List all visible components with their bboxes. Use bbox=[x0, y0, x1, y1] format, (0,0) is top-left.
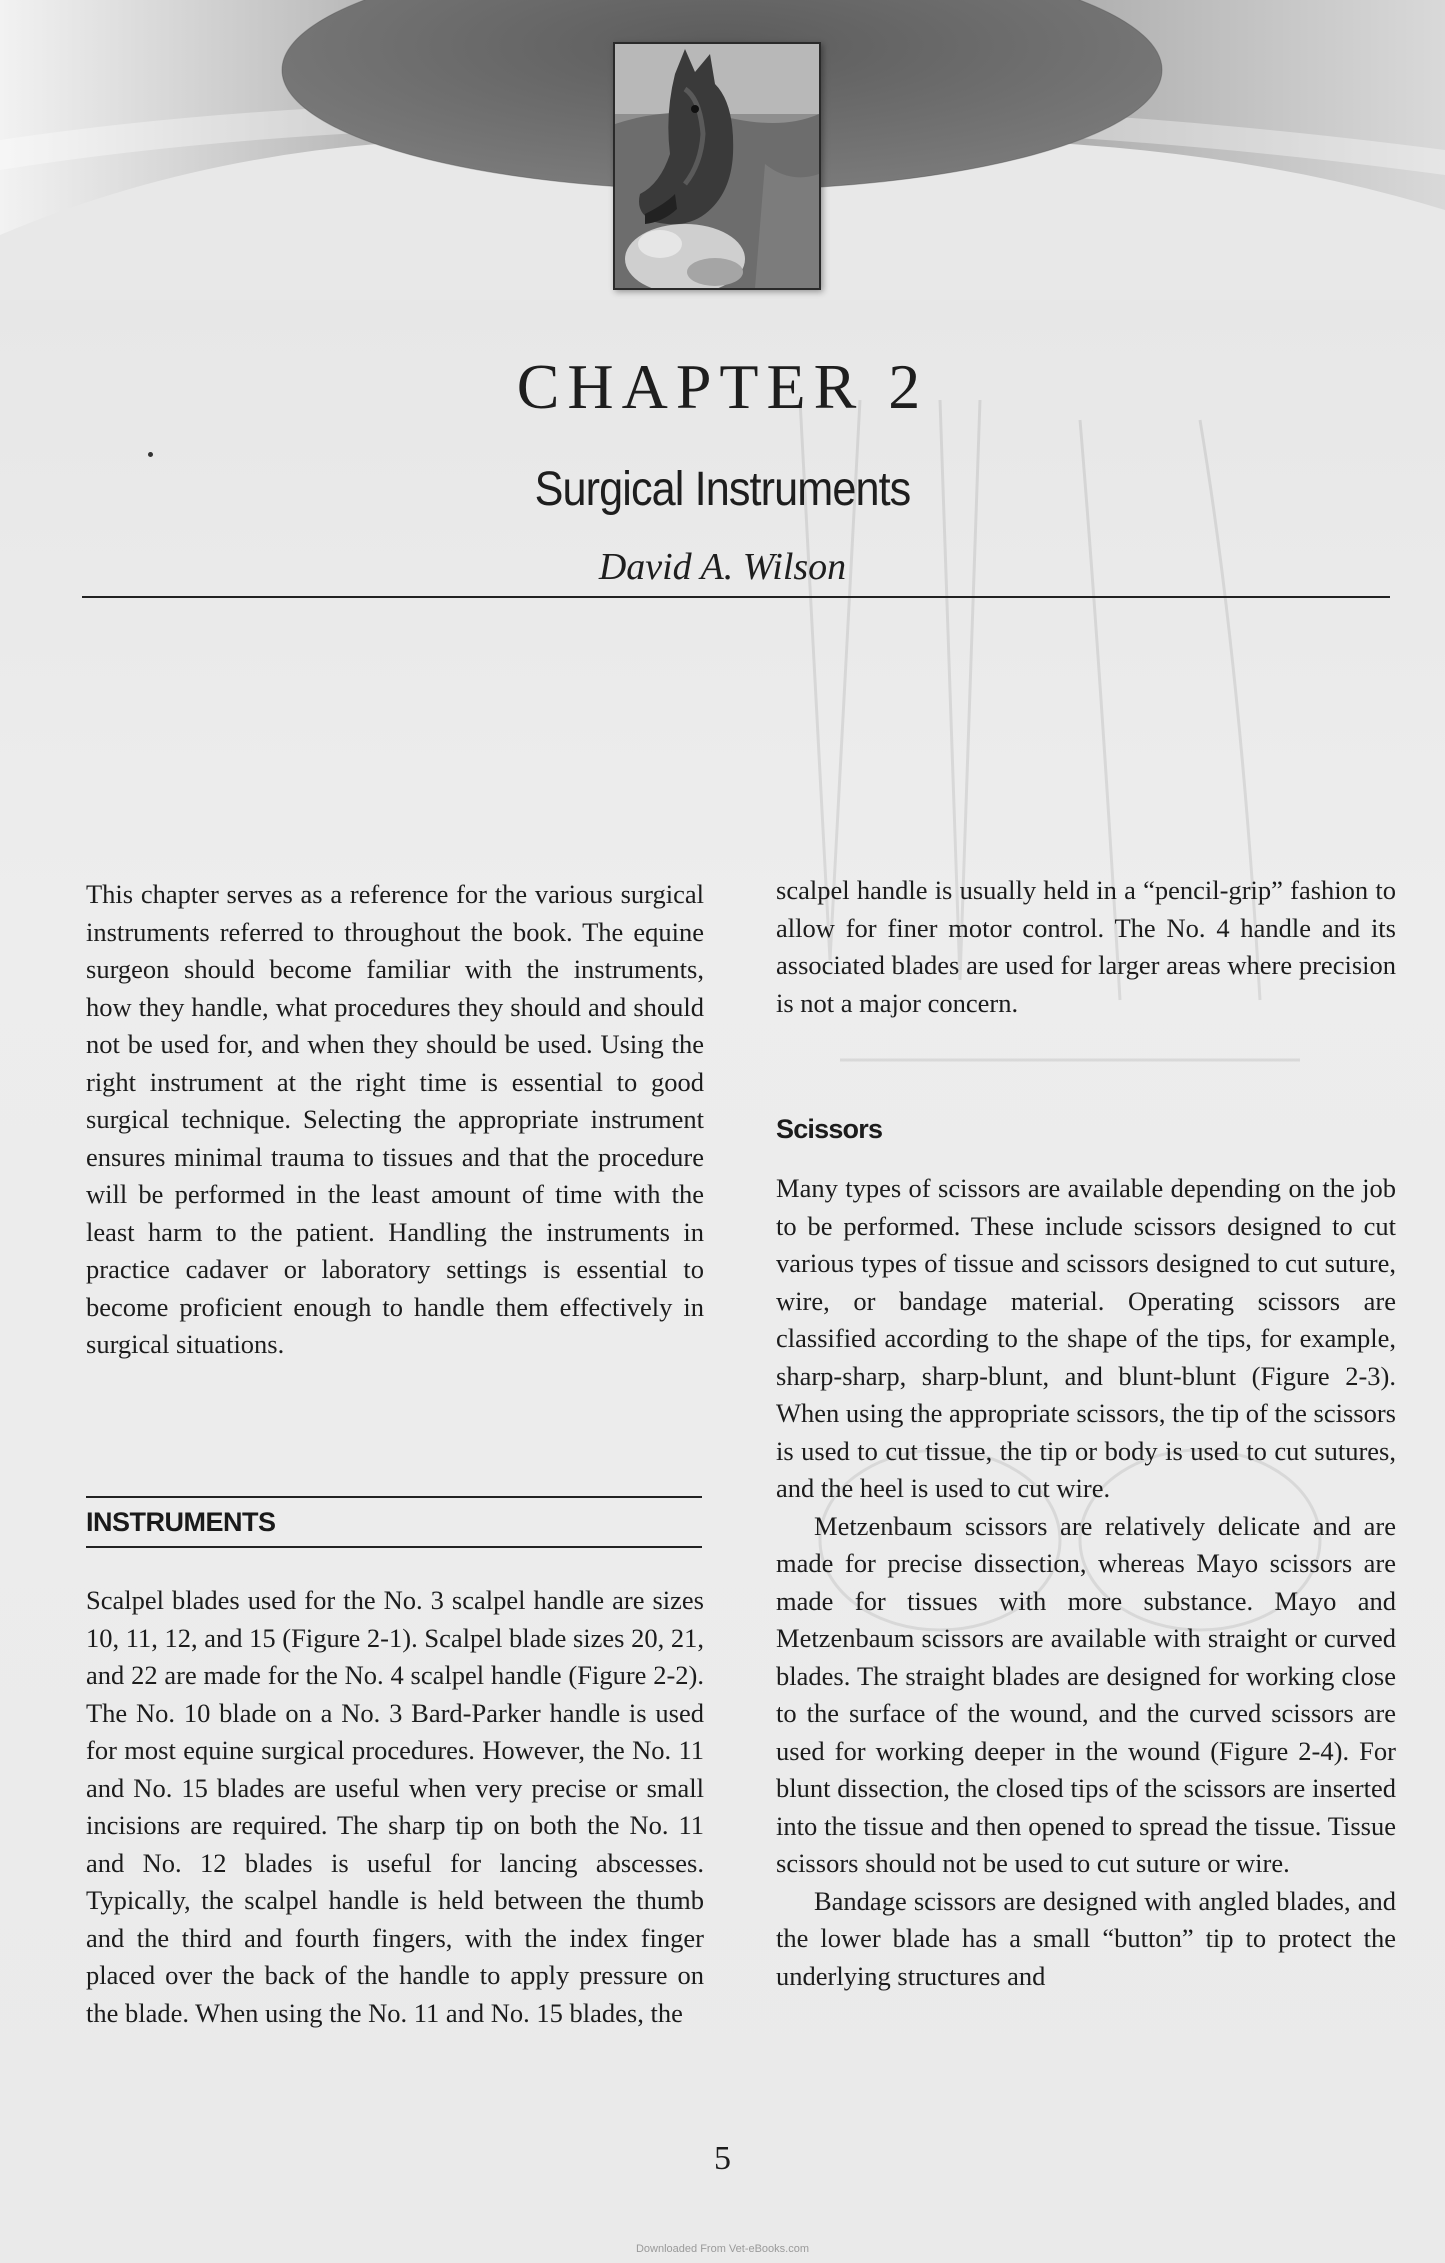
scissors-paragraph-1: Many types of scissors are available depending on the job to be performed. These include scissors designed to cut various types of tissue and scissors designed to cut suture, wire, or bandage material. Operating scissors are classified according to the shape of the tips, for example, sharp-sharp, sharp-blunt, and blunt-blunt (Figure 2-3). When using the appropriate scissors, the tip of the scissors is used to cut tissue, the tip or body is used to cut sutures, and the heel is used to cut wire. bbox=[776, 1173, 1396, 1503]
title-divider-rule bbox=[82, 596, 1390, 598]
stray-ink-dot bbox=[148, 452, 153, 457]
scissors-body bbox=[776, 1170, 1396, 1995]
section-heading-instruments: INSTRUMENTS bbox=[86, 1496, 702, 1548]
instruments-paragraph-continued: scalpel handle is usually held in a “pencil-grip” fashion to allow for finer motor control. The No. 4 handle and its associated blades are used for larger areas where precision is not a major concern. bbox=[776, 875, 1396, 1018]
download-credit: Downloaded From Vet-eBooks.com bbox=[635, 2243, 810, 2255]
instruments-body bbox=[86, 1582, 704, 2032]
scissors-paragraph-3: Bandage scissors are designed with angled blades, and the lower blade has a small “button” tip to protect the underlying structures and bbox=[776, 1885, 1396, 1991]
page-number: 5 bbox=[714, 2140, 731, 2177]
chapter-horse-image bbox=[613, 42, 821, 290]
scissors-paragraph-2: Metzenbaum scissors are relatively delicate and are made for precise dissection, whereas Mayo scissors are made for tissues with more substance. Mayo and Metzenbaum scissors are available with straight or curved blades. The straight blades are designed for working close to the surface of the wound, and the curved scissors are used for working deeper in the wound (Figure 2-4). For blunt dissection, the closed tips of the scissors are inserted into the tissue and then opened to spread the tissue. Tissue scissors should not be used to cut suture or wire. bbox=[776, 1510, 1396, 1878]
right-column bbox=[776, 872, 1396, 1022]
chapter-title: Surgical Instruments bbox=[534, 463, 911, 516]
chapter-author: David A. Wilson bbox=[598, 546, 847, 588]
intro-paragraph: This chapter serves as a reference for the various surgical instruments referred to throughout the book. The equine surgeon should become familiar with the instruments, how they handle, what procedures they should and should not be used for, and when they should be used. Using the right instrument at the right time is essential to good surgical technique. Selecting the appropriate instrument ensures minimal trauma to tissues and that the procedure will be performed in the least amount of time with the least harm to the patient. Handling the instruments in practice cadaver or laboratory settings is essential to become proficient enough to handle them effectively in surgical situations. bbox=[86, 879, 704, 1359]
left-column bbox=[86, 876, 704, 1364]
chapter-number: CHAPTER 2 bbox=[516, 351, 929, 422]
instruments-paragraph: Scalpel blades used for the No. 3 scalpel handle are sizes 10, 11, 12, and 15 (Figure 2-1). Scalpel blade sizes 20, 21, and 22 are made for the No. 4 scalpel handle (Figure 2-2). The No. 10 blade on a No. 3 Bard-Parker handle is used for most equine surgical procedures. However, the No. 11 and No. 15 blades are useful when very precise or small incisions are required. The sharp tip on both the No. 11 and No. 12 blades is useful for lancing abscesses. Typically, the scalpel handle is held between the thumb and the third and fourth fingers, with the index finger placed over the back of the handle to apply pressure on the blade. When using the No. 11 and No. 15 blades, the bbox=[86, 1585, 704, 2028]
subheading-scissors: Scissors bbox=[776, 1114, 883, 1144]
